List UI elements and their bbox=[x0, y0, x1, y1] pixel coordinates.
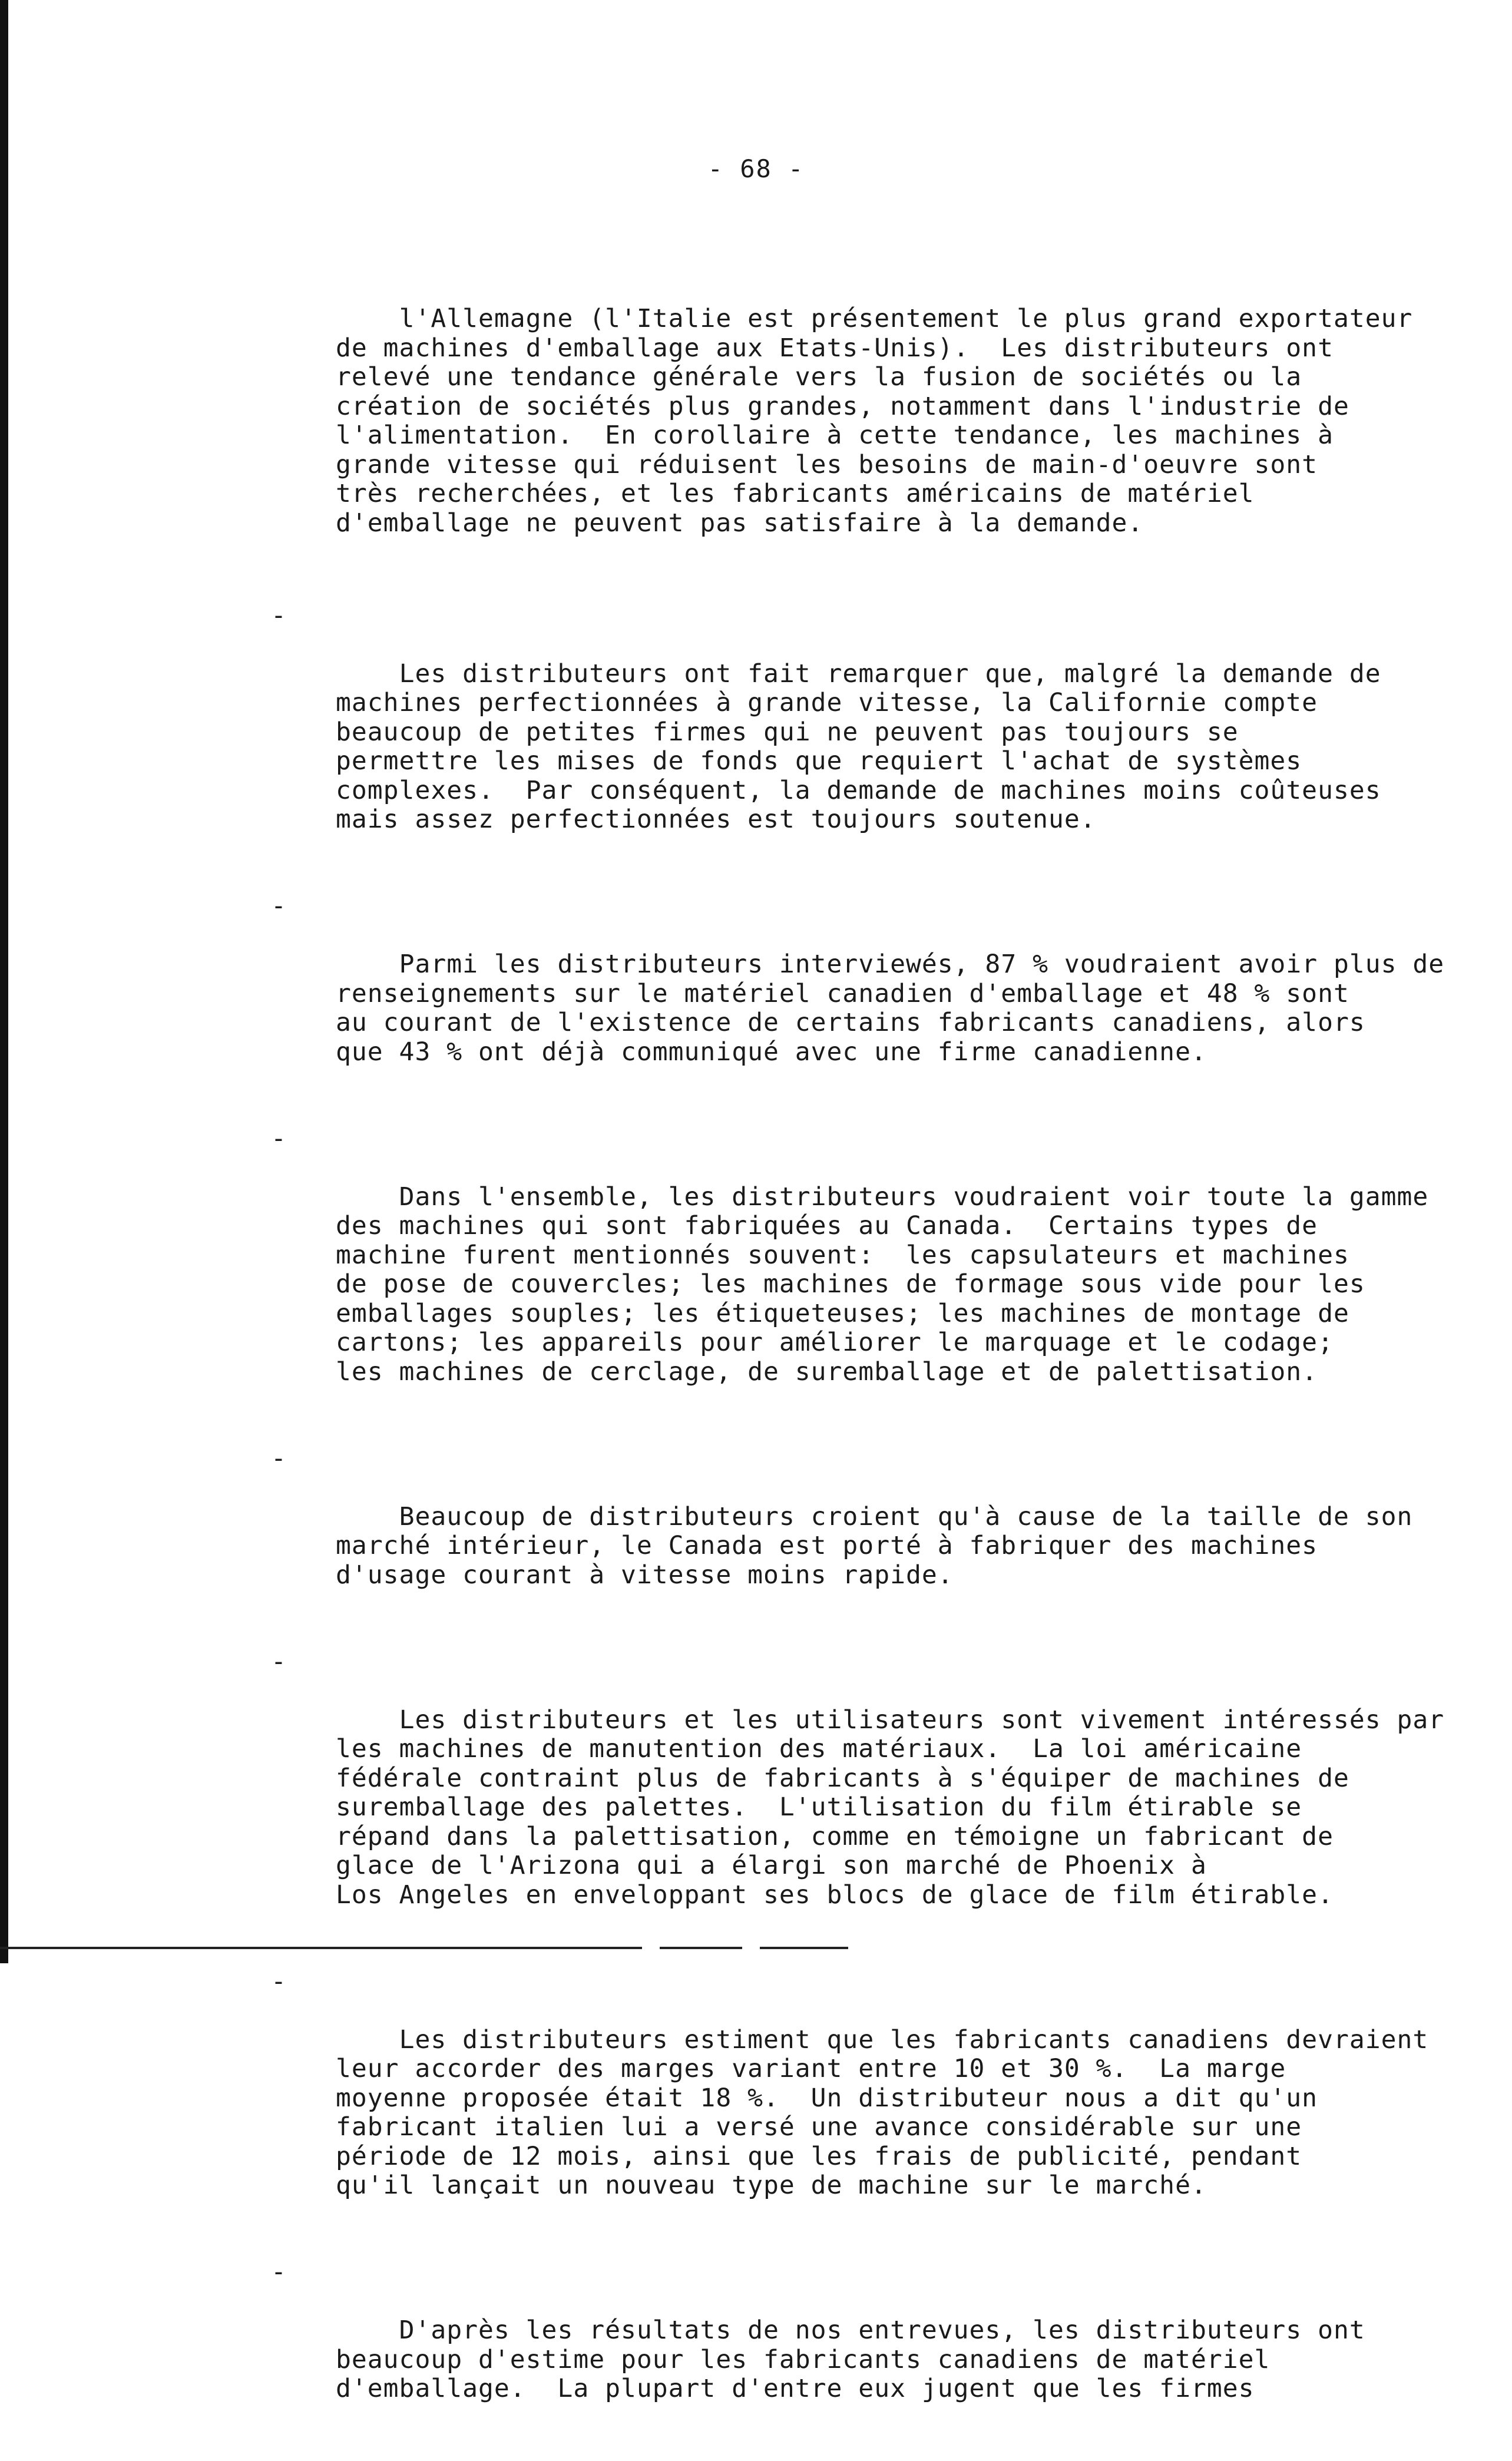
bottom-rule bbox=[760, 1947, 848, 1949]
bullet-paragraph bbox=[271, 891, 1445, 1096]
paragraph-text: l'Allemagne (l'Italie est présentement le plus grand exportateur de machines d'emballage aux Etats-Unis). Les distributeurs ont relevé une tendance générale vers la fusion de sociétés ou la création de sociétés plus grandes, notamment dans l'industrie de l'alimentation. En corollaire à cette tendance, les machines à grande vitesse qui réduisent les besoins de main-d'oeuvre sont très recherchées, et les fabricants américains de matériel d'emballage ne peuvent pas satisfaire à la demande. bbox=[336, 304, 1413, 538]
bottom-rule bbox=[660, 1947, 742, 1949]
bullet-paragraph bbox=[271, 600, 1381, 864]
bullet-dash: - bbox=[271, 1443, 287, 1473]
bullet-paragraph bbox=[271, 1443, 1413, 1619]
paragraph-text: Les distributeurs ont fait remarquer que, malgré la demande de machines perfectionnées à grande vitesse, la Californie compte beaucoup de petites firmes qui ne peuvent pas toujours se permettre les mises de fonds que requiert l'achat de systèmes complexes. Par conséquent, la demande de machines moins coûteuses mais assez perfectionnées est toujours soutenue. bbox=[336, 659, 1381, 834]
body-text bbox=[271, 246, 1445, 2461]
scan-left-edge bbox=[0, 0, 8, 1963]
bullet-dash: - bbox=[271, 2257, 287, 2287]
paragraph-text: Parmi les distributeurs interviewés, 87 % voudraient avoir plus de renseignements sur le matériel canadien d'emballage et 48 % sont au courant de l'existence de certains fabricants canadiens, alors que 43 % ont déjà communiqué avec une firme canadienne. bbox=[336, 950, 1445, 1067]
bullet-paragraph bbox=[271, 1123, 1429, 1416]
bullet-paragraph bbox=[271, 2257, 1365, 2433]
bullet-dash: - bbox=[271, 1966, 287, 1996]
page-number: - 68 - bbox=[707, 154, 805, 183]
paragraph-text: Les distributeurs et les utilisateurs sont vivement intéressés par les machines de manutention des matériaux. La loi américaine fédérale contraint plus de fabricants à s'équiper de machines de suremballage des palettes. L'utilisation du film étirable se répand dans la palettisation, comme en témoigne un fabricant de glace de l'Arizona qui a élargi son marché de Phoenix à Los Angeles en enveloppant ses blocs de glace de film étirable. bbox=[336, 1705, 1445, 1910]
paragraph-text: Dans l'ensemble, les distributeurs voudraient voir toute la gamme des machines qui sont fabriquées au Canada. Certains types de machine furent mentionnés souvent: les capsulateurs et machines de pose de couvercles; les machines de formage sous vide pour les emballages souples; les étiqueteuses; les machines de montage de cartons; les appareils pour améliorer le marquage et le codage; les machines de cerclage, de suremballage et de palettisation. bbox=[336, 1182, 1429, 1387]
bullet-dash: - bbox=[271, 891, 287, 921]
bottom-rule bbox=[0, 1947, 642, 1949]
bullet-dash: - bbox=[271, 1646, 287, 1676]
bullet-dash: - bbox=[271, 600, 287, 630]
paragraph-text: D'après les résultats de nos entrevues, les distributeurs ont beaucoup d'estime pour les fabricants canadiens de matériel d'emballage. La plupart d'entre eux jugent que les firmes bbox=[336, 2316, 1365, 2403]
bullet-paragraph bbox=[271, 1646, 1445, 1939]
paragraph-text: Beaucoup de distributeurs croient qu'à cause de la taille de son marché intérieur, le Canada est porté à fabriquer des machines d'usage courant à vitesse moins rapide. bbox=[336, 1501, 1413, 1590]
bullet-dash: - bbox=[271, 1123, 287, 1153]
paragraph-text: Les distributeurs estiment que les fabricants canadiens devraient leur accorder des marges variant entre 10 et 30 %. La marge moyenne proposée était 18 %. Un distributeur nous a dit qu'un fabricant italien lui a versé une avance considérable sur une période de 12 mois, ainsi que les frais de publicité, pendant qu'il lançait un nouveau type de machine sur le marché. bbox=[336, 2025, 1429, 2200]
paragraph-continuation bbox=[271, 246, 1413, 567]
bullet-paragraph bbox=[271, 1966, 1429, 2230]
